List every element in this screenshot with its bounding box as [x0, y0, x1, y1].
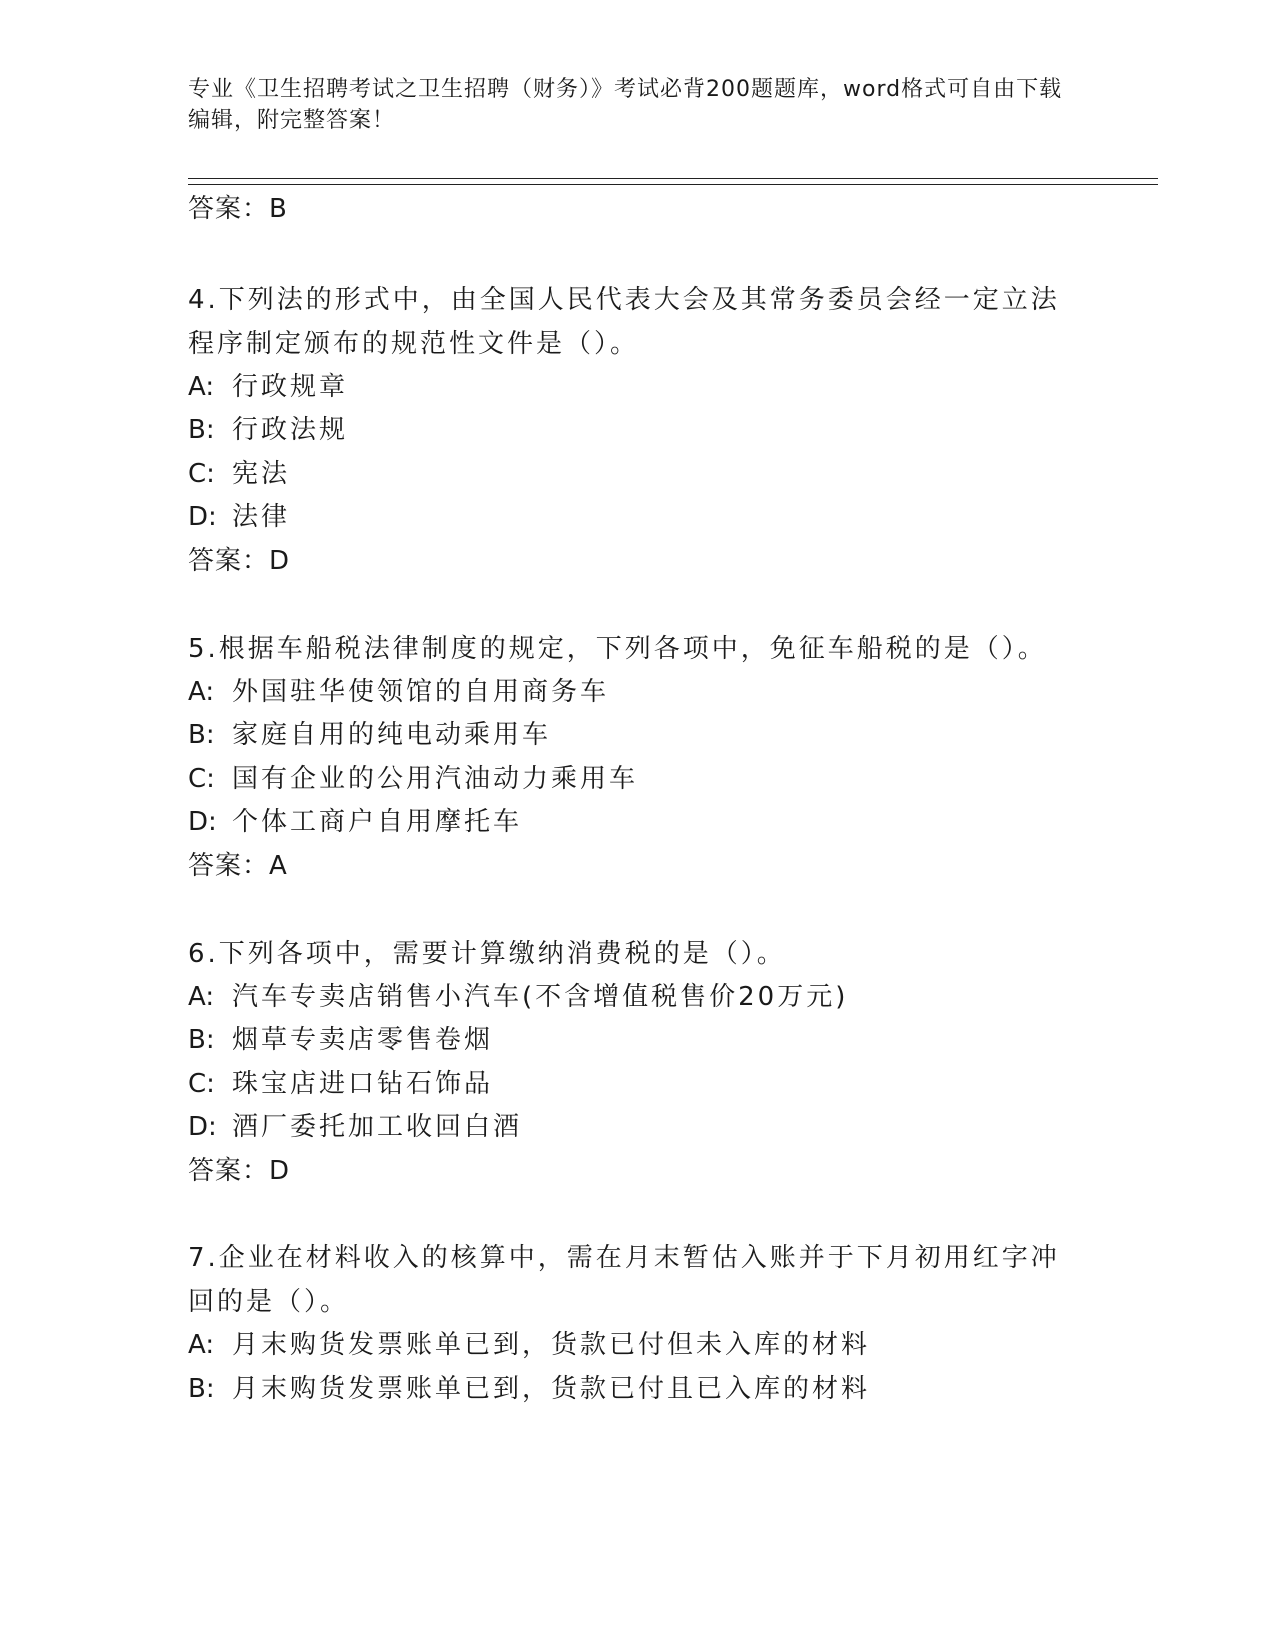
option-text: 珠宝店进口钻石饰品 — [232, 1069, 494, 1099]
question-6-option-d — [188, 1110, 522, 1144]
option-text: 家庭自用的纯电动乘用车 — [232, 720, 552, 750]
answer-q4: 答案：D — [188, 546, 291, 576]
question-4-stem-line2: 程序制定颁布的规范性文件是（）。 — [188, 329, 640, 359]
question-6-option-a — [188, 980, 848, 1014]
question-5-option-c — [188, 762, 638, 796]
option-letter: B: — [188, 1374, 215, 1404]
question-7-option-b — [188, 1372, 870, 1406]
question-5-option-d — [188, 805, 522, 839]
answer-q3: 答案：B — [188, 194, 288, 224]
question-4-option-b — [188, 413, 348, 447]
option-letter: A: — [188, 1330, 215, 1360]
question-6-stem-line1: 6.下列各项中，需要计算缴纳消费税的是（）。 — [188, 939, 786, 969]
question-5-option-a — [188, 675, 609, 709]
question-6-option-b — [188, 1023, 493, 1057]
option-letter: C: — [188, 764, 215, 794]
option-text: 个体工商户自用摩托车 — [232, 807, 523, 837]
answer-q6: 答案：D — [188, 1156, 291, 1186]
option-text: 宪法 — [232, 459, 291, 489]
option-text: 国有企业的公用汽油动力乘用车 — [232, 764, 639, 794]
question-4-stem-line1: 4.下列法的形式中，由全国人民代表大会及其常务委员会经一定立法 — [188, 285, 1060, 315]
option-text: 外国驻华使领馆的自用商务车 — [232, 677, 610, 707]
question-7-stem-line2: 回的是（）。 — [188, 1287, 350, 1317]
option-letter: A: — [188, 372, 215, 402]
question-4-option-c — [188, 457, 290, 491]
option-text: 酒厂委托加工收回白酒 — [232, 1112, 523, 1142]
option-letter: C: — [188, 1069, 215, 1099]
option-letter: B: — [188, 720, 215, 750]
document-header: 专业《卫生招聘考试之卫生招聘（财务）》考试必背200题题库，word格式可自由下载编辑，附完整答案！ — [188, 77, 1063, 133]
option-letter: C: — [188, 459, 215, 489]
option-letter: B: — [188, 415, 215, 445]
option-letter: A: — [188, 982, 215, 1012]
option-text: 行政规章 — [232, 372, 349, 402]
option-text: 烟草专卖店零售卷烟 — [232, 1025, 494, 1055]
option-text: 月末购货发票账单已到，货款已付且已入库的材料 — [232, 1374, 871, 1404]
header-divider-top — [188, 178, 1158, 179]
question-4-option-a — [188, 370, 348, 404]
question-5-option-b — [188, 718, 551, 752]
answer-q5: 答案：A — [188, 851, 288, 881]
question-5-stem-line1: 5.根据车船税法律制度的规定，下列各项中，免征车船税的是（）。 — [188, 634, 1047, 664]
question-7-stem-line1: 7.企业在材料收入的核算中，需在月末暂估入账并于下月初用红字冲 — [188, 1243, 1060, 1273]
option-letter: A: — [188, 677, 215, 707]
option-text: 月末购货发票账单已到，货款已付但未入库的材料 — [232, 1330, 871, 1360]
option-letter: D: — [188, 1112, 217, 1142]
question-7-option-a — [188, 1328, 870, 1362]
option-text: 行政法规 — [232, 415, 349, 445]
option-letter: B: — [188, 1025, 215, 1055]
question-4-option-d — [188, 500, 290, 534]
question-6-option-c — [188, 1067, 493, 1101]
option-letter: D: — [188, 502, 217, 532]
option-text: 汽车专卖店销售小汽车(不含增值税售价20万元) — [232, 982, 849, 1012]
option-letter: D: — [188, 807, 217, 837]
header-divider-bottom — [188, 184, 1158, 185]
option-text: 法律 — [232, 502, 291, 532]
